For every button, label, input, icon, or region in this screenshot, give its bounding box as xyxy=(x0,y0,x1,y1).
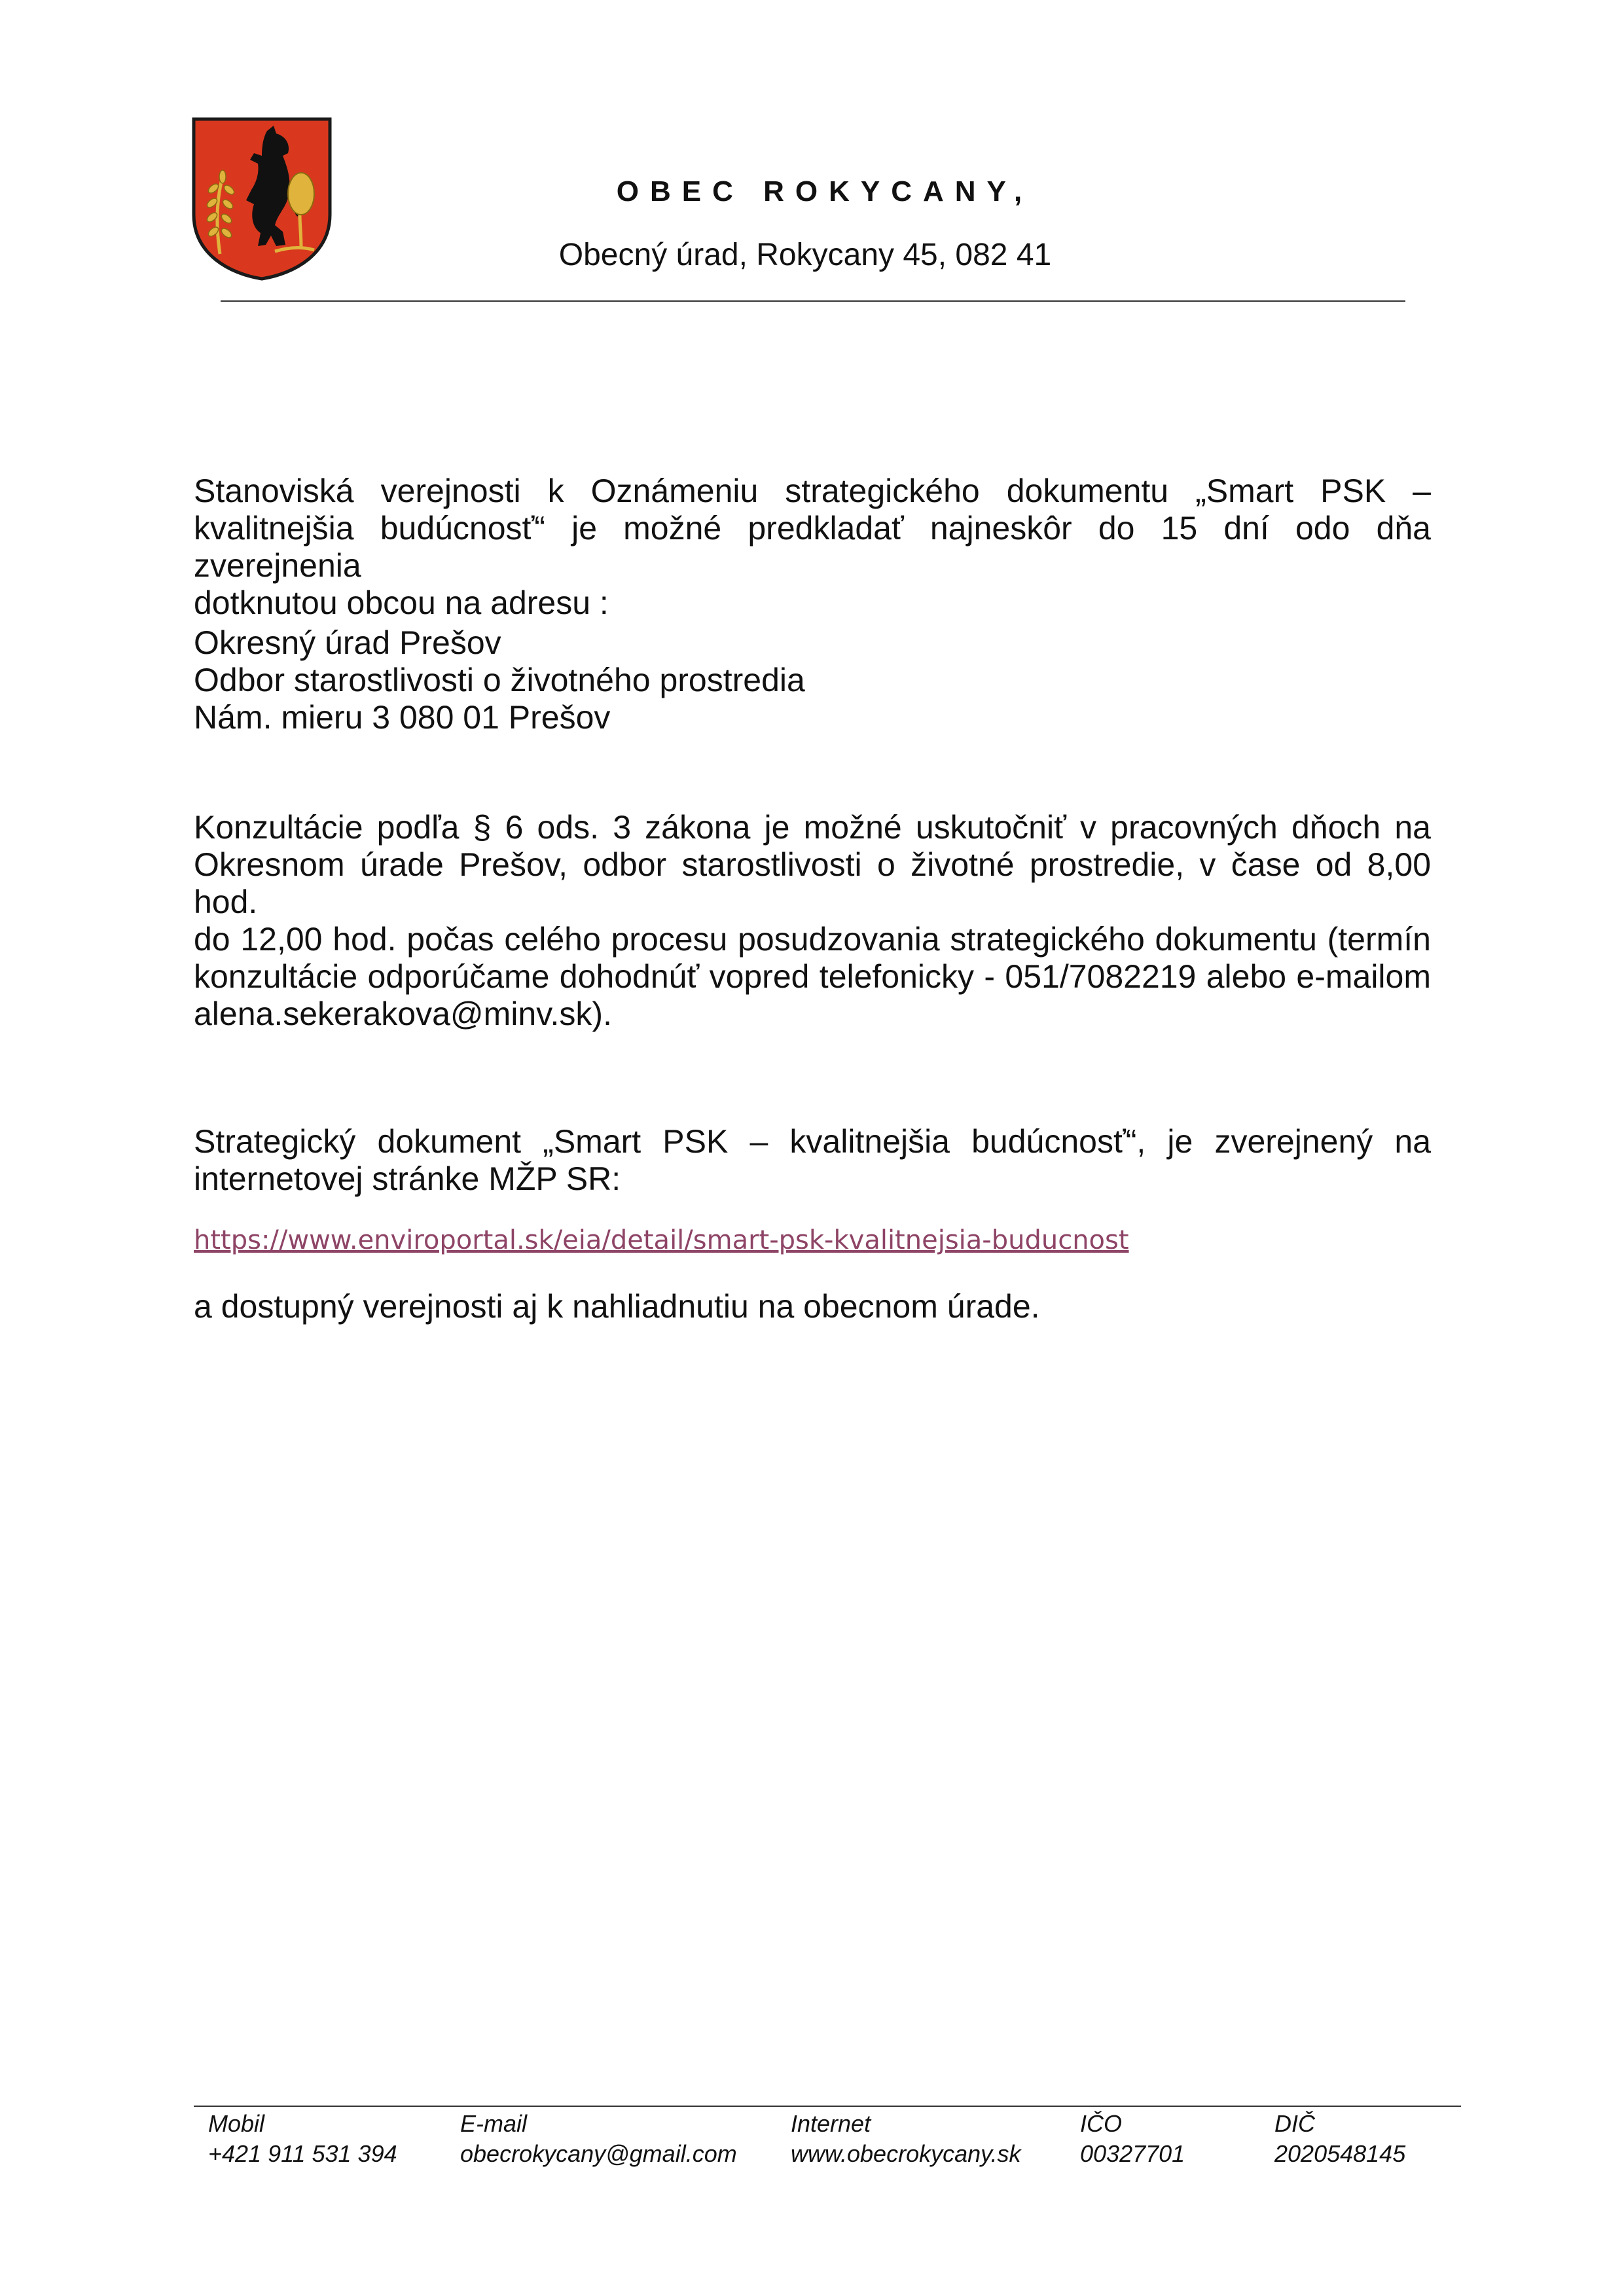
paragraph-stanoviska xyxy=(194,473,1431,622)
address-block xyxy=(194,624,1431,736)
footer-label: E-mail xyxy=(460,2110,528,2137)
paragraph-line: dotknutou obcou na adresu : xyxy=(194,584,609,621)
paragraph-konzultacie xyxy=(194,809,1431,1033)
footer-value: +421 911 531 394 xyxy=(208,2140,397,2167)
paragraph-line: do 12,00 hod. počas celého procesu posudzovania strategického dokumentu (termín xyxy=(194,921,1431,958)
address-line: Odbor starostlivosti o životného prostredia xyxy=(194,662,805,698)
organization-address: Obecný úrad, Rokycany 45, 082 41 xyxy=(558,238,1052,272)
footer-dic xyxy=(1274,2109,1405,2169)
paragraph-line: Konzultácie podľa § 6 ods. 3 zákona je možné uskutočniť v pracovných dňoch na xyxy=(194,809,1431,846)
paragraph-line: internetovej stránke MŽP SR: xyxy=(194,1160,621,1197)
footer-value: www.obecrokycany.sk xyxy=(791,2140,1021,2167)
paragraph-dostupny: a dostupný verejnosti aj k nahliadnutiu na obecnom úrade. xyxy=(194,1288,1040,1325)
footer-label: Internet xyxy=(791,2110,871,2137)
address-line: Nám. mieru 3 080 01 Prešov xyxy=(194,699,611,736)
enviroportal-link[interactable]: https://www.enviroportal.sk/eia/detail/smart-psk-kvalitnejsia-buducnost xyxy=(194,1225,1129,1255)
paragraph-line: konzultácie odporúčame dohodnúť vopred telefonicky - 051/7082219 alebo e-mailom xyxy=(194,958,1431,995)
footer-value: 2020548145 xyxy=(1274,2140,1406,2167)
footer-label: Mobil xyxy=(208,2110,265,2137)
paragraph-line: Stanoviská verejnosti k Oznámeniu strategického dokumentu „Smart PSK – xyxy=(194,473,1431,509)
paragraph-line: kvalitnejšia budúcnosť“ je možné predkladať najneskôr do 15 dní odo dňa zverejnenia xyxy=(194,510,1431,584)
paragraph-strategicky xyxy=(194,1123,1431,1198)
footer-value: obecrokycany@gmail.com xyxy=(460,2140,737,2167)
header-divider xyxy=(221,300,1405,302)
footer-label: DIČ xyxy=(1274,2110,1315,2137)
footer-label: IČO xyxy=(1080,2110,1123,2137)
footer-divider xyxy=(194,2106,1461,2107)
paragraph-line: Okresnom úrade Prešov, odbor starostlivosti o životné prostredie, v čase od 8,00 hod. xyxy=(194,846,1431,920)
footer-ico xyxy=(1080,2109,1185,2169)
address-line: Okresný úrad Prešov xyxy=(194,624,501,661)
paragraph-line: alena.sekerakova@minv.sk). xyxy=(194,996,612,1032)
organization-name: OBEC ROKYCANY, xyxy=(616,175,1034,207)
footer-email xyxy=(460,2109,737,2169)
coat-of-arms-icon xyxy=(190,117,334,281)
footer-value: 00327701 xyxy=(1080,2140,1185,2167)
footer-internet xyxy=(791,2109,1020,2169)
footer-mobil xyxy=(208,2109,397,2169)
paragraph-line: Strategický dokument „Smart PSK – kvalitnejšia budúcnosť“, je zverejnený na xyxy=(194,1123,1431,1160)
